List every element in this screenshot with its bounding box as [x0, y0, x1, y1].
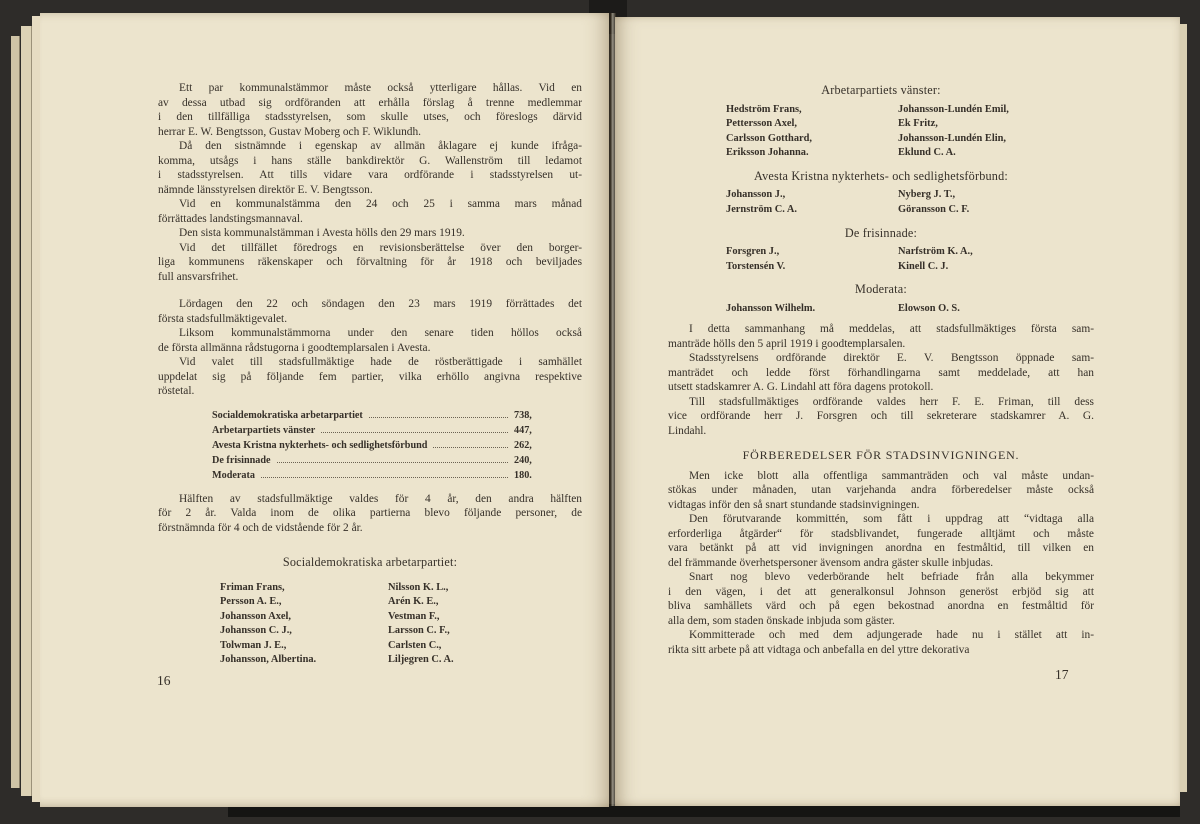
paragraph: [668, 395, 1094, 439]
party-label: De frisinnade: [212, 454, 271, 466]
vote-row: [212, 438, 544, 453]
paragraph: [158, 241, 582, 285]
person-name: Jernström C. A.: [726, 203, 797, 215]
paragraph: [158, 326, 582, 355]
paragraph: [158, 297, 582, 326]
left-paragraphs-top: [158, 81, 582, 399]
paragraph: [668, 469, 1094, 513]
vote-row: [212, 423, 544, 438]
party-label: Socialdemokratiska arbetarpartiet: [212, 409, 363, 421]
vote-count: 262,: [514, 439, 532, 451]
dot-leader: [277, 461, 508, 463]
left-paragraph-halften: [158, 492, 582, 536]
text-line: Hälften av stadsfullmäktige valdes för 4 år, den andra hälften: [179, 492, 582, 505]
dot-leader: [261, 476, 508, 478]
name-columns: [726, 188, 1094, 217]
vote-count: 180.: [514, 469, 532, 481]
vote-row: [212, 408, 544, 423]
paragraph: [668, 322, 1094, 351]
left-text-block: [158, 81, 582, 668]
text-line: Lördagen den 22 och söndagen den 23 mars 1919 förrättades det: [179, 298, 582, 310]
right-text-block: [668, 79, 1094, 657]
vote-row: [212, 468, 544, 483]
vote-row: [212, 453, 544, 468]
person-name: Johansson-Lundén Elin,: [898, 132, 1007, 144]
text-line: Stadsstyrelsens ordförande direktör E. V. Bengtsson öppnade sam-: [689, 352, 1094, 365]
page-edge-stack: [11, 36, 19, 788]
name-columns: [726, 103, 1094, 161]
page-edge-stack: [32, 16, 40, 802]
person-name: Kinell C. J.: [898, 260, 949, 272]
party-label: Moderata: [212, 469, 255, 481]
vote-count: 447,: [514, 424, 532, 436]
name-column: [726, 103, 898, 161]
name-column: [726, 245, 898, 274]
text-line: liga kommunens räkenskaper och förvaltning för år 1918 och beviljades: [158, 256, 582, 268]
name-column: [898, 245, 973, 274]
vote-count: 240,: [514, 454, 532, 466]
party-heading: Avesta Kristna nykterhets- och sedlighetsförbund:: [754, 168, 1008, 183]
name-column: [220, 581, 388, 669]
text-line: bliva samhällets värd och på egen bekostnad anordna en festmåltid för: [668, 600, 1094, 613]
person-name: Johansson Wilhelm.: [726, 302, 816, 314]
text-line: för 2 år. Valda inom de olika partierna blevo följande personer, de: [158, 507, 582, 519]
name-column: [726, 302, 898, 317]
dot-leader: [369, 416, 508, 418]
text-line: i den tillfälliga stadsstyrelsen, som skulle utses, och föreslogs därvid: [158, 111, 582, 123]
left-page: [40, 13, 609, 807]
text-line: i stadsstyrelsen. Att tills vidare vara ordförande i stadsstyrelsen ut-: [158, 169, 582, 181]
person-name: Johansson, Albertina.: [220, 654, 317, 666]
text-line: förrättades landstingsmannaval.: [158, 212, 303, 225]
text-line: Men icke blott alla offentliga sammanträden och val måste undan-: [689, 469, 1094, 482]
right-page: [615, 17, 1180, 806]
text-line: förstnämnda för 4 och de vidstående för 2 år.: [158, 521, 363, 534]
page-number-left: 16: [157, 673, 171, 688]
person-name: Forsgren J.,: [726, 246, 780, 258]
name-columns: [726, 245, 1094, 274]
page-edge-stack: [21, 26, 31, 796]
person-name: Vestman F.,: [388, 610, 440, 622]
text-line: uppdelat sig på följande fem partier, vilka erhöllo angivna respektive: [158, 370, 582, 383]
text-line: Då den sistnämnde i egenskap av allmän åklagare ej kunde ifråga-: [179, 140, 582, 152]
person-name: Ek Fritz,: [898, 118, 938, 130]
text-line: Vid valet till stadsfullmäktige hade de röstberättigade i samhället: [179, 356, 582, 368]
name-column: [726, 188, 898, 217]
person-name: Eklund C. A.: [898, 147, 956, 159]
dot-leader: [433, 446, 508, 448]
text-line: röstetal.: [158, 385, 195, 397]
text-line: komma, utsågs i hans ställe bankdirektör G. Wallenström till ledamot: [158, 154, 582, 167]
paragraph: [158, 492, 582, 536]
person-name: Arén K. E.,: [388, 596, 439, 608]
text-line: I detta sammanhang må meddelas, att stadsfullmäktiges första sam-: [689, 323, 1094, 336]
person-name: Johansson C. J.,: [220, 625, 292, 637]
party-heading: Moderata:: [855, 282, 907, 297]
paragraph: [668, 351, 1094, 395]
vote-count: 738,: [514, 409, 532, 421]
name-columns: [726, 302, 1094, 317]
text-line: första stadsfullmäktigevalet.: [158, 312, 288, 325]
text-line: stökas under månaden, utan varjehanda andra förberedelser måste också: [668, 484, 1094, 497]
text-line: i den vägen, i det att generalkonsul Johnson generöst erbjöd sig att: [668, 585, 1094, 598]
person-name: Liljegren C. A.: [388, 654, 454, 666]
person-name: Persson A. E.,: [220, 596, 282, 608]
person-name: Narfström K. A.,: [898, 246, 973, 258]
text-line: herrar E. W. Bengtsson, Gustav Moberg och F. Wiklundh.: [158, 125, 422, 138]
person-name: Carlsten C.,: [388, 639, 442, 651]
page-edge-right: [1179, 24, 1187, 792]
person-name: Friman Frans,: [220, 581, 285, 593]
text-line: Kommitterade och med dem adjungerade hade nu i stället att in-: [689, 629, 1094, 642]
page-number-right: 17: [1055, 667, 1069, 682]
person-name: Johansson Axel,: [220, 610, 292, 622]
paragraph: [668, 570, 1094, 628]
person-name: Tolwman J. E.,: [220, 639, 287, 651]
person-name: Elowson O. S.: [898, 302, 960, 314]
right-paragraphs-bottom: [668, 469, 1094, 658]
person-name: Torstensén V.: [726, 260, 786, 272]
text-line: alla dem, som staden önskade inbjuda som gäster.: [668, 614, 895, 627]
text-line: Vid det tillfället föredrogs en revisionsberättelse över den borger-: [179, 241, 582, 254]
person-name: Hedström Frans,: [726, 103, 802, 115]
paragraph: [158, 139, 582, 197]
text-line: manträde hölls den 5 april 1919 i goodtemplarsalen.: [668, 337, 906, 350]
name-column: [898, 103, 1009, 161]
text-line: Lindahl.: [668, 424, 707, 437]
paragraph: [158, 226, 582, 241]
paragraph: [158, 197, 582, 226]
party-sections: [668, 83, 1094, 316]
text-line: manträdet och ledde först förhandlingarna samt meddelade, att han: [668, 366, 1094, 379]
text-line: full ansvarsfrihet.: [158, 270, 239, 283]
person-name: Pettersson Axel,: [726, 118, 797, 130]
paragraph: [158, 355, 582, 399]
person-name: Nyberg J. T.,: [898, 189, 956, 201]
text-line: vara betänkt på att vid invigningen anordna en festmåltid, till vilken en: [668, 542, 1094, 555]
person-name: Larsson C. F.,: [388, 625, 450, 637]
text-line: Den sista kommunalstämman i Avesta hölls den 29 mars 1919.: [179, 227, 465, 239]
person-name: Göransson C. F.: [898, 203, 970, 215]
person-name: Carlsson Gotthard,: [726, 132, 813, 144]
text-line: utsett stadskamrer A. G. Lindahl att föra dagens protokoll.: [668, 381, 934, 394]
text-line: Den förutvarande kommittén, som fått i uppdrag att “vidtaga alla: [689, 513, 1094, 526]
person-name: Johansson J.,: [726, 189, 786, 201]
text-line: Snart nog blevo vederbörande helt befriade från alla bekymmer: [689, 571, 1094, 584]
text-line: del främmande överhetspersoner ävensom andra gäster skulle inbjudas.: [668, 556, 994, 569]
paragraph: [668, 628, 1094, 657]
party-label: Avesta Kristna nykterhets- och sedlighetsförbund: [212, 439, 428, 451]
text-line: av dessa utbad sig ordföranden att erhålla förslag å trenne medlemmar: [158, 96, 582, 109]
name-column: [898, 302, 960, 317]
text-line: erforderliga åtgärder“ för stadsblivandet, fungerade alltjämt och måste: [668, 527, 1094, 540]
name-column: [388, 581, 454, 669]
party-heading-socialdemokratiska: Socialdemokratiska arbetarpartiet:: [282, 555, 458, 569]
paragraph: [158, 81, 582, 139]
section-heading-forberedelser: FÖRBEREDELSER FÖR STADSINVIGNINGEN.: [742, 448, 1020, 463]
party-heading: Arbetarpartiets vänster:: [821, 83, 941, 97]
name-column: [898, 188, 969, 217]
text-line: Liksom kommunalstämmorna under den senare tiden höllos också: [179, 327, 582, 339]
text-line: de första allmänna rådstugorna i goodtemplarsalen i Avesta.: [158, 341, 431, 354]
person-name: Eriksson Johanna.: [726, 147, 809, 159]
text-line: nämnde länsstyrelsen direktör E. V. Bengtsson.: [158, 183, 373, 196]
name-columns: [220, 581, 582, 669]
right-paragraphs-mid: [668, 322, 1094, 438]
dot-leader: [321, 431, 508, 433]
party-label: Arbetarpartiets vänster: [212, 424, 316, 436]
sdap-name-columns: [158, 581, 582, 669]
party-heading: De frisinnade:: [844, 225, 918, 240]
text-line: rikta sitt arbete på att vidtaga och anbefalla en del yttre dekorativa: [668, 643, 970, 656]
text-line: vidtagas inför den så snart stundande stadsinvigningen.: [668, 498, 920, 511]
text-line: vice ordförande herr J. Forsgren och till sekreterare stadskamrer A. G.: [668, 410, 1094, 423]
person-name: Johansson-Lundén Emil,: [898, 103, 1009, 115]
paragraph: [668, 512, 1094, 570]
text-line: Till stadsfullmäktiges ordförande valdes herr F. E. Friman, till dess: [689, 395, 1094, 408]
text-line: Ett par kommunalstämmor måste också ytterligare hållas. Vid en: [179, 82, 582, 94]
person-name: Nilsson K. L.,: [388, 581, 449, 593]
vote-table: [212, 408, 544, 483]
text-line: Vid en kommunalstämma den 24 och 25 i samma mars månad: [179, 198, 582, 210]
